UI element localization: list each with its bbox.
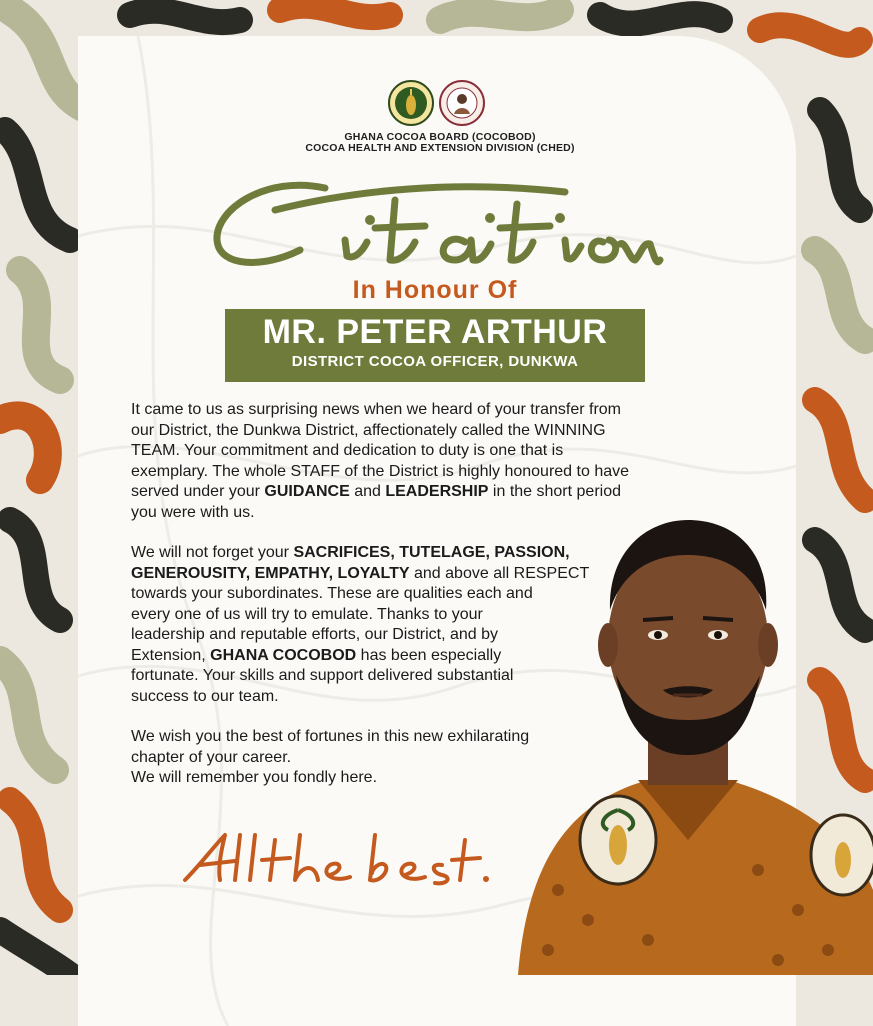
text-run: served under your xyxy=(131,483,265,500)
p2-line: towards your subordinates. These are qualities each and xyxy=(131,585,533,602)
text-run: and xyxy=(349,483,386,500)
cocoa-badge-icon xyxy=(811,815,873,895)
honoree-name: MR. PETER ARTHUR xyxy=(262,313,608,351)
closing-signature xyxy=(180,825,490,895)
p1-line: you were with us. xyxy=(131,503,255,521)
text-run: in the short period xyxy=(488,483,621,500)
p1-line: our District, the Dunkwa District, affectionately called the WINNING xyxy=(131,421,606,439)
p1-line: TEAM. Your commitment and dedication to duty is one that is xyxy=(131,442,564,459)
p3-line: We will remember you fondly here. xyxy=(131,769,378,786)
emphasis-qualities: GENEROUSITY, EMPATHY, LOYALTY xyxy=(131,564,410,582)
text-run: has been especially xyxy=(356,646,502,664)
text-run: We will not forget your xyxy=(131,544,294,561)
honoree-portrait xyxy=(498,510,873,975)
citation-script-title xyxy=(205,170,665,280)
emphasis-leadership: LEADERSHIP xyxy=(385,483,489,500)
p1-line: exemplary. The whole STAFF of the District is highly honoured to have xyxy=(131,462,630,480)
text-run: Extension, xyxy=(131,646,211,664)
org-name: GHANA COCOA BOARD (COCOBOD) xyxy=(344,131,536,143)
paragraph-1 xyxy=(131,400,771,523)
emphasis-guidance: GUIDANCE xyxy=(264,483,350,500)
honoree-banner xyxy=(225,309,645,382)
p2-line: fortunate. Your skills and support delivered substantial xyxy=(131,667,514,684)
emphasis-cocobod: GHANA COCOBOD xyxy=(210,646,357,664)
p1-line: It came to us as surprising news when we heard of your transfer from xyxy=(131,401,621,418)
cocobod-seal-icon xyxy=(389,81,433,125)
org-division: COCOA HEALTH AND EXTENSION DIVISION (CHED) xyxy=(305,142,575,154)
p2-line: success to our team. xyxy=(131,687,279,705)
p2-line: every one of us will try to emulate. Thanks to your xyxy=(131,605,483,623)
p2-line: leadership and reputable efforts, our District, and by xyxy=(131,626,499,643)
honoree-role: DISTRICT COCOA OFFICER, DUNKWA xyxy=(291,353,579,370)
ched-seal-icon xyxy=(440,81,484,125)
p1-line xyxy=(131,482,771,503)
cocoa-badge-icon xyxy=(580,796,656,884)
emphasis-qualities: SACRIFICES, TUTELAGE, PASSION, xyxy=(293,544,570,561)
p3-line: We wish you the best of fortunes in this new exhilarating xyxy=(131,728,530,745)
cocobod-logos xyxy=(388,80,488,126)
honour-subtitle: In Honour Of xyxy=(352,276,518,304)
p3-line: chapter of your career. xyxy=(131,748,292,766)
text-run: and above all RESPECT xyxy=(409,564,590,582)
